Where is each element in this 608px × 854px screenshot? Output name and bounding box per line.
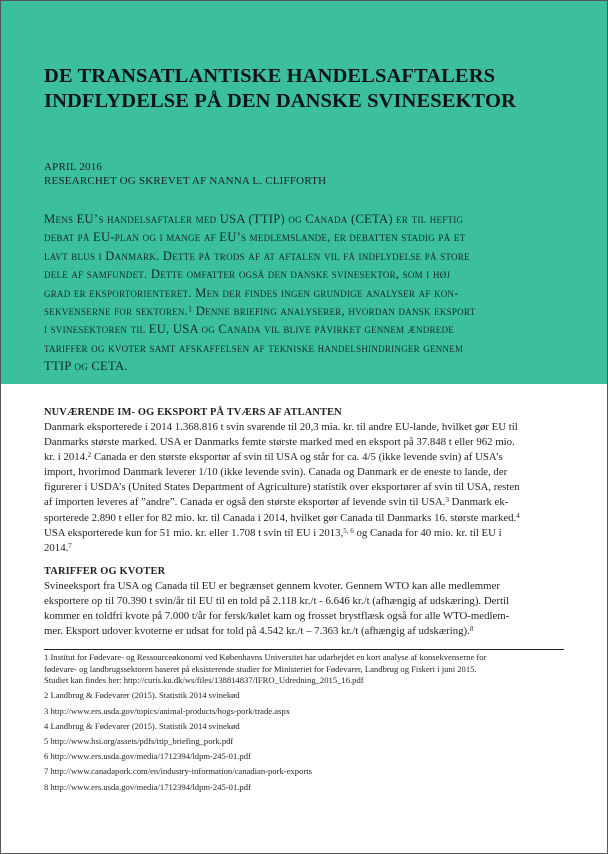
body-line xyxy=(44,511,574,526)
publication-date: APRIL 2016 xyxy=(44,161,103,173)
footnote-text: 1 Institut for Fødevare- og Ressourceøkonomi ved Københavns Universitet har udarbejdet en kort analyse af konsekvenserne for xyxy=(44,652,487,662)
body-text: og Canada for 40 mio. kr. til EU i xyxy=(353,526,502,539)
body-line: import, hvorimod Danmark leverer 1/10 (ikke levende svin). Canada og Danmark er de eneste to lande, der xyxy=(44,466,508,479)
intro-text: sekvenserne for sektoren. xyxy=(44,304,189,319)
intro-line: dele af samfundet. Dette omfatter også den danske svinesektor, som i høj xyxy=(44,267,451,282)
body-text: Canada er den største eksportør af svin til USA og står for ca. 4/5 (ikke levende svin) af USA’s xyxy=(91,451,503,464)
footnote-5[interactable]: 5 http://www.hsi.org/assets/pdfs/ttip_briefing_pork.pdf xyxy=(44,735,234,746)
footnote-2: 2 Landbrug & Fødevarer (2015). Statistik 2014 svinekød xyxy=(44,690,240,701)
footnote-ref[interactable]: 2 xyxy=(87,451,92,460)
intro-abstract xyxy=(44,210,584,376)
body-line xyxy=(44,541,574,556)
footnote-divider xyxy=(44,649,564,650)
intro-line xyxy=(44,302,584,320)
intro-line: tariffer og kvoter samt afskaffelsen af tekniske handelshindringer gennem xyxy=(44,340,464,355)
footnote-ref[interactable]: 4 xyxy=(516,511,520,520)
section-heading: NUVÆRENDE IM- OG EKSPORT PÅ TVÆRS AF ATLANTEN xyxy=(44,407,342,418)
body-line: kommer en toldfri kvote på 7.000 t/år for fersk/kølet kam og frosset brystflæsk også for alle WTO-medlem- xyxy=(44,610,510,623)
intro-line: Mens EU’s handelsaftaler med USA (TTIP) og Canada (CETA) er til heftig xyxy=(44,212,464,226)
body-text: kr. i 2014. xyxy=(44,451,88,464)
intro-line: lavt blus i Danmark. Dette på trods af at aftalen vil få indflydelse på store xyxy=(44,248,470,263)
title-line-1: DE TRANSATLANTISKE HANDELSAFTALERS xyxy=(44,65,496,87)
author-line: RESEARCHET OG SKREVET AF NANNA L. CLIFFORTH xyxy=(44,175,327,187)
footnote-4: 4 Landbrug & Fødevarer (2015). Statistik 2014 svinekød xyxy=(44,720,240,731)
body-text: sporterede 2.890 t eller for 82 mio. kr. til Canada i 2014, hvilket gør Canada til Danmarks 16. største marked. xyxy=(44,511,517,524)
body-text: USA eksporterede kun for 51 mio. kr. eller 1.708 t svin til EU i 2013, xyxy=(44,526,344,539)
footnote-1 xyxy=(44,652,574,687)
body-text: Danmark ek- xyxy=(448,496,509,509)
footnote-ref[interactable]: 5, 6 xyxy=(343,526,354,535)
body-line: figurerer i USDA’s (United States Department of Agriculture) statistik over eksportører af svin til USA, resten xyxy=(44,481,520,494)
document-meta xyxy=(44,160,326,188)
footnote-ref[interactable]: 8 xyxy=(469,625,474,634)
footnote-ref[interactable]: 3 xyxy=(445,496,449,505)
document-title xyxy=(44,64,584,114)
body-line xyxy=(44,495,574,510)
intro-text: Denne briefing analyserer, hvordan dansk eksport xyxy=(195,304,476,319)
section-heading: TARIFFER OG KVOTER xyxy=(44,566,166,577)
footnote-7[interactable]: 7 http://www.canadapork.com/en/industry-information/canadian-pork-exports xyxy=(44,766,312,777)
footnote-link[interactable]: Studiet kan findes her: http://curis.ku.dk/ws/files/138814837/IFRO_Udredning_2015_16.pdf xyxy=(44,675,364,686)
section-import-export xyxy=(44,406,574,556)
section-tariffs-quotas xyxy=(44,565,574,639)
intro-line: grad er eksportorienteret. Men der findes ingen grundige analyser af kon- xyxy=(44,285,459,300)
intro-line: debat på EU-plan og i mange af EU’s medlemslande, er debatten stadig på et xyxy=(44,230,466,245)
body-line: Svineeksport fra USA og Canada til EU er begrænset gennem kvoter. Gennem WTO kan alle medlemmer xyxy=(44,580,500,592)
footnote-ref[interactable]: 7 xyxy=(68,541,72,550)
body-line: eksportere op til 70.390 t svin/år til EU til en told på 2.118 kr./t - 6.646 kr./t (afhængig af udskæring). Dertil xyxy=(44,595,509,608)
intro-line: TTIP og CETA. xyxy=(44,359,128,374)
intro-line: i svinesektoren til EU, USA og Canada vil blive påvirket gennem ændrede xyxy=(44,322,455,337)
body-text: af importen leveres af ”andre”. Canada er også den største eksportør af levende svin til USA. xyxy=(44,496,446,509)
footnote-6[interactable]: 6 http://www.ers.usda.gov/media/1712394/ldpm-245-01.pdf xyxy=(44,751,251,762)
body-line xyxy=(44,526,574,541)
footnote-8[interactable]: 8 http://www.ers.usda.gov/media/1712394/ldpm-245-01.pdf xyxy=(44,781,251,792)
footnote-text: fødevare- og landbrugssektoren baseret på eksisterende studier for Ministeriet for Fødevarer, Landbrug og Fiskeri i juni 2015. xyxy=(44,663,477,674)
footnotes xyxy=(44,652,574,793)
body-text: 2014. xyxy=(44,541,69,554)
body-line xyxy=(44,450,574,465)
body-line: Danmarks største marked. USA er Danmarks femte største marked med en eksport på 37.848 t eller 962 mio. xyxy=(44,436,515,449)
body-text: mer. Eksport udover kvoterne er udsat for told på 4.542 kr./t – 7.363 kr./t (afhængig af udskæring). xyxy=(44,625,470,638)
body-line: Danmark eksporterede i 2014 1.368.816 t svin svarende til 20,3 mia. kr. til andre EU-lande, hvilket gør EU til xyxy=(44,421,518,433)
header-banner xyxy=(1,1,607,384)
footnote-3[interactable]: 3 http://www.ers.usda.gov/topics/animal-products/hogs-pork/trade.aspx xyxy=(44,705,290,716)
title-line-2: INDFLYDELSE PÅ DEN DANSKE SVINESEKTOR xyxy=(44,90,516,112)
footnote-ref[interactable]: 1 xyxy=(188,304,193,314)
body-line xyxy=(44,624,574,639)
